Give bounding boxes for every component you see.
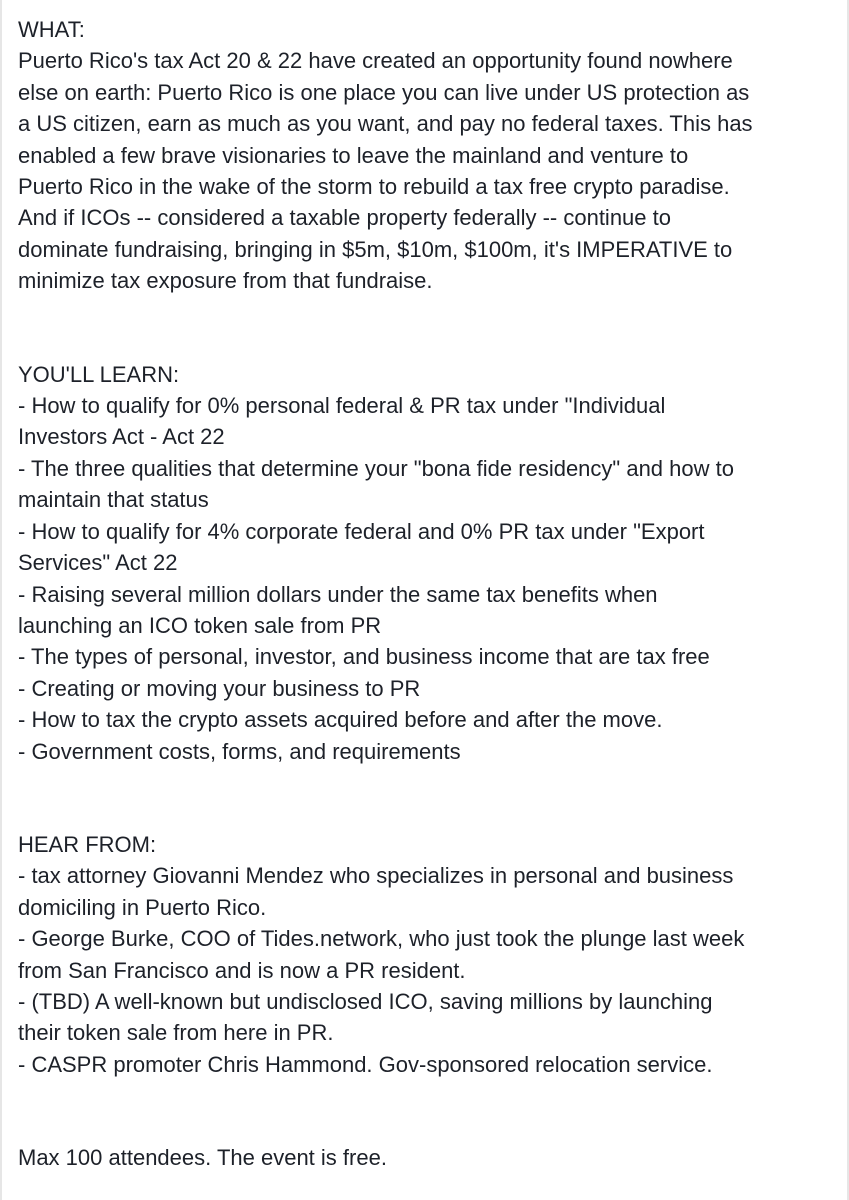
learn-line: - The three qualities that determine your "bona fide residency" and how to (18, 455, 734, 481)
hear-line: - George Burke, COO of Tides.network, who just took the plunge last week (18, 926, 745, 952)
learn-line: - Creating or moving your business to PR (18, 675, 421, 701)
learn-line: - Government costs, forms, and requirements (18, 738, 461, 764)
learn-line: - How to qualify for 0% personal federal & PR tax under "Individual (18, 393, 666, 419)
what-line: minimize tax exposure from that fundraise. (18, 268, 433, 294)
post-body (18, 14, 833, 1174)
what-line: a US citizen, earn as much as you want, and pay no federal taxes. This has (18, 111, 753, 137)
hear-heading: HEAR FROM: (18, 831, 157, 857)
learn-line: Investors Act - Act 22 (18, 424, 225, 450)
section-spacer (18, 297, 833, 359)
hear-line: their token sale from here in PR. (18, 1020, 334, 1046)
learn-line: - Raising several million dollars under the same tax benefits when (18, 581, 658, 607)
learn-line: - The types of personal, investor, and business income that are tax free (18, 644, 710, 670)
learn-heading: YOU'LL LEARN: (18, 361, 180, 387)
left-border (0, 0, 2, 1200)
what-line: And if ICOs -- considered a taxable property federally -- continue to (18, 205, 671, 231)
what-line: dominate fundraising, bringing in $5m, $10m, $100m, it's IMPERATIVE to (18, 236, 733, 262)
what-line: enabled a few brave visionaries to leave the mainland and venture to (18, 142, 689, 168)
what-heading: WHAT: (18, 17, 85, 42)
learn-line: - How to tax the crypto assets acquired before and after the move. (18, 707, 663, 733)
hear-line: from San Francisco and is now a PR resident. (18, 957, 466, 983)
what-section (18, 14, 833, 297)
learn-section (18, 359, 833, 767)
learn-line: launching an ICO token sale from PR (18, 612, 382, 638)
hear-line: - (TBD) A well-known but undisclosed ICO, saving millions by launching (18, 988, 713, 1014)
learn-line: maintain that status (18, 487, 209, 513)
hear-line: domiciling in Puerto Rico. (18, 894, 267, 920)
what-line: Puerto Rico in the wake of the storm to rebuild a tax free crypto paradise. (18, 174, 730, 200)
learn-line: - How to qualify for 4% corporate federal and 0% PR tax under "Export (18, 518, 705, 544)
section-spacer (18, 767, 833, 829)
hear-line: - CASPR promoter Chris Hammond. Gov-sponsored relocation service. (18, 1051, 713, 1077)
learn-line: Services" Act 22 (18, 550, 178, 576)
what-line: else on earth: Puerto Rico is one place you can live under US protection as (18, 79, 750, 105)
footer-text: Max 100 attendees. The event is free. (18, 1145, 387, 1171)
what-line: Puerto Rico's tax Act 20 & 22 have created an opportunity found nowhere (18, 48, 733, 74)
hear-section (18, 829, 833, 1080)
footer-section (18, 1142, 833, 1173)
hear-line: - tax attorney Giovanni Mendez who specializes in personal and business (18, 863, 734, 889)
section-spacer (18, 1080, 833, 1142)
